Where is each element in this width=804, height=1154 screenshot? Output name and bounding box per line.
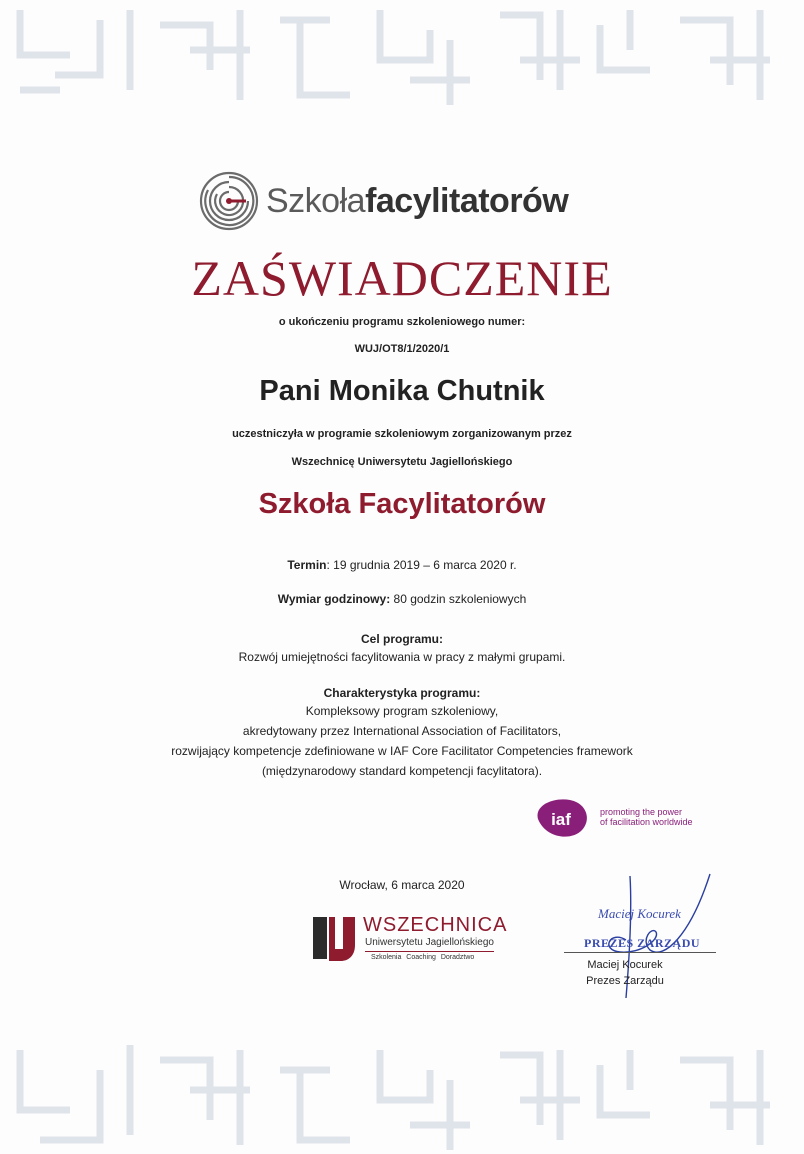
iaf-logo: [532, 797, 732, 841]
logo-wordmark: [266, 180, 568, 222]
hours-label: Wymiar godzinowy:: [277, 592, 391, 606]
wszechnica-university: Uniwersytetu Jagiellońskiego: [365, 937, 494, 952]
hours-value: 80 godzin szkoleniowych: [390, 592, 527, 606]
recipient-name: Pani Monika Chutnik: [259, 375, 545, 407]
logo-bold: facylitatorów: [365, 182, 569, 220]
term-label: Termin: [287, 558, 327, 572]
characteristics-line: Kompleksowy program szkoleniowy,: [305, 704, 499, 718]
organizer-text: Wszechnicę Uniwersytetu Jagiellońskiego: [291, 456, 513, 468]
wszechnica-services: Szkolenia Coaching Doradztwo: [371, 954, 475, 961]
maze-decoration-top: [0, 0, 804, 115]
goal-heading: Cel programu:: [360, 632, 443, 646]
wszechnica-name: WSZECHNICA: [363, 914, 508, 936]
maze-decoration-bottom: [0, 1030, 804, 1154]
characteristics-line: (międzynarodowy standard kompetencji facylitatora).: [261, 764, 543, 778]
iaf-tagline-2: of facilitation worldwide: [600, 817, 693, 827]
characteristics-heading: Charakterystyka programu:: [323, 686, 481, 700]
signature-block: [560, 870, 720, 1000]
characteristics-line: rozwijający kompetencje zdefiniowane w IAF Core Facilitator Competencies framework: [171, 744, 633, 758]
stamp-title: PREZES ZARZĄDU: [584, 936, 701, 950]
wszechnica-mark-icon: [311, 913, 357, 963]
iaf-tagline-1: promoting the power: [600, 807, 683, 817]
iaf-logo-icon: [532, 797, 590, 839]
characteristics-line: akredytowany przez International Association of Facilitators,: [242, 724, 562, 738]
program-number: WUJ/OT8/1/2020/1: [354, 343, 450, 355]
place-date: Wrocław, 6 marca 2020: [339, 878, 465, 892]
wszechnica-logo: [311, 913, 511, 969]
signature-line: [564, 952, 716, 953]
signatory-title: Prezes Zarządu: [586, 975, 664, 987]
subtitle: o ukończeniu programu szkoleniowego numer:: [278, 316, 526, 328]
iaf-logo-text: iaf: [551, 810, 571, 829]
stamp-name: Maciej Kocurek: [598, 906, 681, 921]
term-line: [0, 558, 804, 572]
goal-text: Rozwój umiejętności facylitowania w pracy z małymi grupami.: [238, 650, 566, 664]
logo-prefix: Szkoła: [266, 182, 366, 220]
szkola-facylitatorow-logo: [198, 170, 598, 230]
participation-text: uczestniczyła w programie szkoleniowym zorganizowanym przez: [232, 428, 572, 440]
maze-logo-icon: [198, 170, 260, 232]
program-name: Szkoła Facylitatorów: [258, 488, 546, 520]
term-value: : 19 grudnia 2019 – 6 marca 2020 r.: [326, 558, 517, 572]
document-title: ZAŚWIADCZENIE: [191, 250, 613, 306]
hours-line: [0, 592, 804, 606]
signatory-name: Maciej Kocurek: [587, 959, 663, 971]
iaf-tagline: [600, 807, 693, 827]
